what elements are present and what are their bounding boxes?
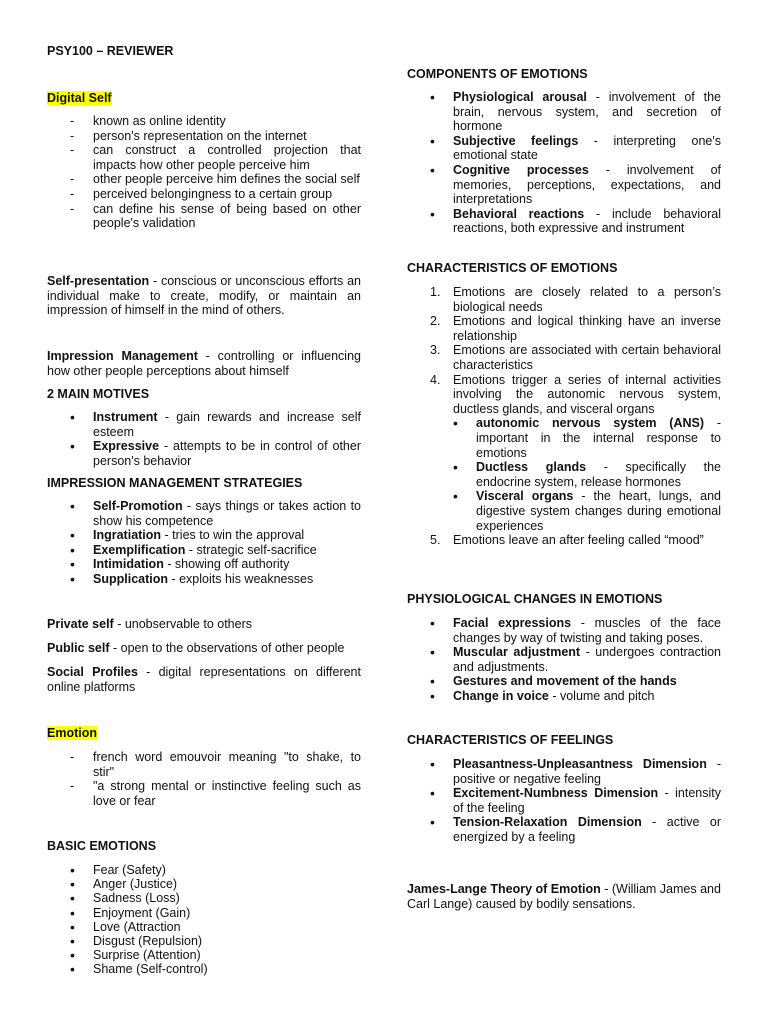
list-item xyxy=(47,410,361,439)
definition: - interpreting one's emotional state xyxy=(453,133,721,163)
private-self-definition xyxy=(47,617,361,632)
term: Tension-Relaxation Dimension xyxy=(453,815,642,830)
definition: - include behavioral reactions, both expressive and instrument xyxy=(453,206,722,236)
sub-list-item xyxy=(453,489,721,533)
list-item xyxy=(407,689,721,704)
term: Instrument xyxy=(93,410,158,424)
emotion-heading xyxy=(47,726,361,741)
social-profiles-definition xyxy=(47,665,361,694)
definition: - (William James and Carl Lange) caused by bodily sensations. xyxy=(407,882,721,911)
list-item: - other people perceive him defines the social self xyxy=(47,172,361,187)
physiological-list xyxy=(407,616,721,704)
physiological-heading: PHYSIOLOGICAL CHANGES IN EMOTIONS xyxy=(407,592,663,606)
definition: - active or energized by a feeling xyxy=(453,815,721,844)
self-presentation-definition xyxy=(47,274,361,318)
term: Behavioral reactions xyxy=(453,206,585,221)
list-item xyxy=(407,786,721,815)
list-item: • Surprise (Attention) xyxy=(47,948,361,962)
sub-list xyxy=(453,416,721,533)
definition: - volume and pitch xyxy=(548,688,655,703)
list-item xyxy=(47,499,361,528)
highlighted-heading: Emotion xyxy=(47,726,97,740)
term: Muscular adjustment xyxy=(453,645,581,660)
term: Physiological arousal xyxy=(453,90,587,104)
list-item: • Fear (Safety) xyxy=(47,863,361,877)
term: Change in voice xyxy=(453,688,549,703)
term: Self-presentation xyxy=(47,274,150,288)
term: Visceral organs xyxy=(476,489,574,504)
list-item: - french word emouvoir meaning "to shake, to stir" xyxy=(47,750,361,779)
term: Expressive xyxy=(93,439,160,454)
term: Ingratiation xyxy=(93,528,162,543)
definition: - strategic self-sacrifice xyxy=(185,542,317,557)
list-item: - can construct a controlled projection that impacts how other people perceive him xyxy=(47,143,361,172)
term: autonomic nervous system (ANS) xyxy=(476,416,705,431)
list-item: - person's representation on the internet xyxy=(47,129,361,144)
item-number: 4. xyxy=(430,372,441,387)
definition: - tries to win the approval xyxy=(161,528,305,543)
sub-list-item xyxy=(453,460,721,489)
definition: - digital representations on different online platforms xyxy=(47,665,361,694)
list-item xyxy=(407,285,721,314)
definition: - open to the observations of other people xyxy=(109,641,345,655)
page-title: PSY100 – REVIEWER xyxy=(47,44,174,58)
term: Subjective feelings xyxy=(453,133,579,148)
term: Excitement-Numbness Dimension xyxy=(453,786,659,801)
item-text: Emotions trigger a series of internal activities involving the autonomic nervous system, ductless glands, and visceral organs xyxy=(453,372,721,416)
definition: - specifically the endocrine system, release hormones xyxy=(476,460,721,489)
term: Ductless glands xyxy=(476,460,587,475)
term: James-Lange Theory of Emotion xyxy=(407,882,601,896)
item-number: 1. xyxy=(430,285,441,299)
definition: - gain rewards and increase self esteem xyxy=(93,410,361,439)
list-item xyxy=(407,533,721,548)
digital-self-heading xyxy=(47,91,361,106)
definition: - positive or negative feeling xyxy=(453,757,722,786)
item-text: Emotions are closely related to a person’s biological needs xyxy=(453,285,721,314)
list-item: - can define his sense of being based on other people's validation xyxy=(47,202,361,231)
motives-list xyxy=(47,410,361,468)
list-item: - perceived belongingness to a certain group xyxy=(47,187,361,202)
term: Supplication xyxy=(93,571,168,586)
term: Exemplification xyxy=(93,542,186,557)
definition: - undergoes contraction and adjustments. xyxy=(453,645,721,674)
list-item xyxy=(47,528,361,543)
list-item xyxy=(47,439,361,468)
james-lange-definition xyxy=(407,882,721,911)
definition: - conscious or unconscious efforts an individual make to create, modify, or maintain an impression of himself in the mind of others. xyxy=(47,274,361,318)
list-item: • Anger (Justice) xyxy=(47,877,361,891)
definition: - exploits his weaknesses xyxy=(168,571,314,586)
list-item xyxy=(47,543,361,558)
list-item xyxy=(407,757,721,786)
digital-self-list xyxy=(47,114,361,231)
term: Impression Management xyxy=(47,349,198,363)
definition: - muscles of the face changes by way of twisting and taking poses. xyxy=(453,616,721,645)
list-item xyxy=(47,572,361,587)
list-item xyxy=(407,314,721,343)
item-text: Emotions leave an after feeling called “mood” xyxy=(453,533,704,548)
list-item xyxy=(407,343,721,372)
term: Cognitive processes xyxy=(453,162,589,177)
definition: - showing off authority xyxy=(163,557,290,572)
motives-heading: 2 MAIN MOTIVES xyxy=(47,387,150,401)
sub-list-item xyxy=(453,416,721,460)
list-item xyxy=(407,373,721,534)
strategies-list xyxy=(47,499,361,587)
list-item: • Love (Attraction xyxy=(47,920,361,934)
components-heading: COMPONENTS OF EMOTIONS xyxy=(407,67,588,81)
definition: - attempts to be in control of other person's behavior xyxy=(93,439,361,468)
list-item: • Enjoyment (Gain) xyxy=(47,906,361,920)
list-item xyxy=(47,557,361,572)
term: Private self xyxy=(47,617,114,631)
item-number: 5. xyxy=(430,533,441,548)
strategies-heading: IMPRESSION MANAGEMENT STRATEGIES xyxy=(47,476,303,490)
definition: - important in the internal response to emotions xyxy=(476,416,721,460)
list-item: - "a strong mental or instinctive feeling such as love or fear xyxy=(47,779,361,808)
definition: - involvement of the brain, nervous system, and secretion of hormone xyxy=(453,90,721,134)
definition: - involvement of memories, perceptions, expectations, and interpretations xyxy=(453,162,721,207)
term: Facial expressions xyxy=(453,616,572,630)
item-number: 3. xyxy=(430,343,441,358)
term: Intimidation xyxy=(93,557,164,572)
term: Pleasantness-Unpleasantness Dimension xyxy=(453,757,707,771)
definition: - the heart, lungs, and digestive system changes during emotional experiences xyxy=(476,489,721,533)
impression-management-definition xyxy=(47,349,361,378)
definition: - controlling or influencing how other people perceptions about himself xyxy=(47,349,361,378)
list-item: • Disgust (Repulsion) xyxy=(47,934,361,948)
highlighted-heading: Digital Self xyxy=(47,91,112,105)
list-item xyxy=(407,645,721,674)
list-item: • Sadness (Loss) xyxy=(47,891,361,905)
feelings-list xyxy=(407,757,721,845)
item-text: Emotions and logical thinking have an inverse relationship xyxy=(453,314,721,343)
list-item xyxy=(407,163,721,207)
definition: - intensity of the feeling xyxy=(453,786,721,815)
list-item xyxy=(407,207,721,236)
list-item: • Shame (Self-control) xyxy=(47,962,361,976)
components-list xyxy=(407,90,721,236)
characteristics-heading: CHARACTERISTICS OF EMOTIONS xyxy=(407,261,618,275)
list-item: - known as online identity xyxy=(47,114,361,129)
list-item xyxy=(407,815,721,844)
definition: - unobservable to others xyxy=(113,617,252,631)
basic-emotions-heading: BASIC EMOTIONS xyxy=(47,839,157,853)
term: Social Profiles xyxy=(47,665,138,679)
item-text: Emotions are associated with certain behavioral characteristics xyxy=(453,343,721,372)
term: Self-Promotion xyxy=(93,499,183,513)
term: Gestures and movement of the hands xyxy=(453,674,677,689)
feelings-heading: CHARACTERISTICS OF FEELINGS xyxy=(407,733,614,747)
basic-emotions-list xyxy=(47,863,361,977)
list-item xyxy=(407,90,721,134)
list-item xyxy=(407,134,721,163)
term: Public self xyxy=(47,641,110,655)
item-number: 2. xyxy=(430,314,441,329)
list-item xyxy=(407,674,721,689)
characteristics-list xyxy=(407,285,721,548)
public-self-definition xyxy=(47,641,361,656)
list-item xyxy=(407,616,721,645)
emotion-list xyxy=(47,750,361,808)
definition: - says things or takes action to show his competence xyxy=(93,499,361,528)
